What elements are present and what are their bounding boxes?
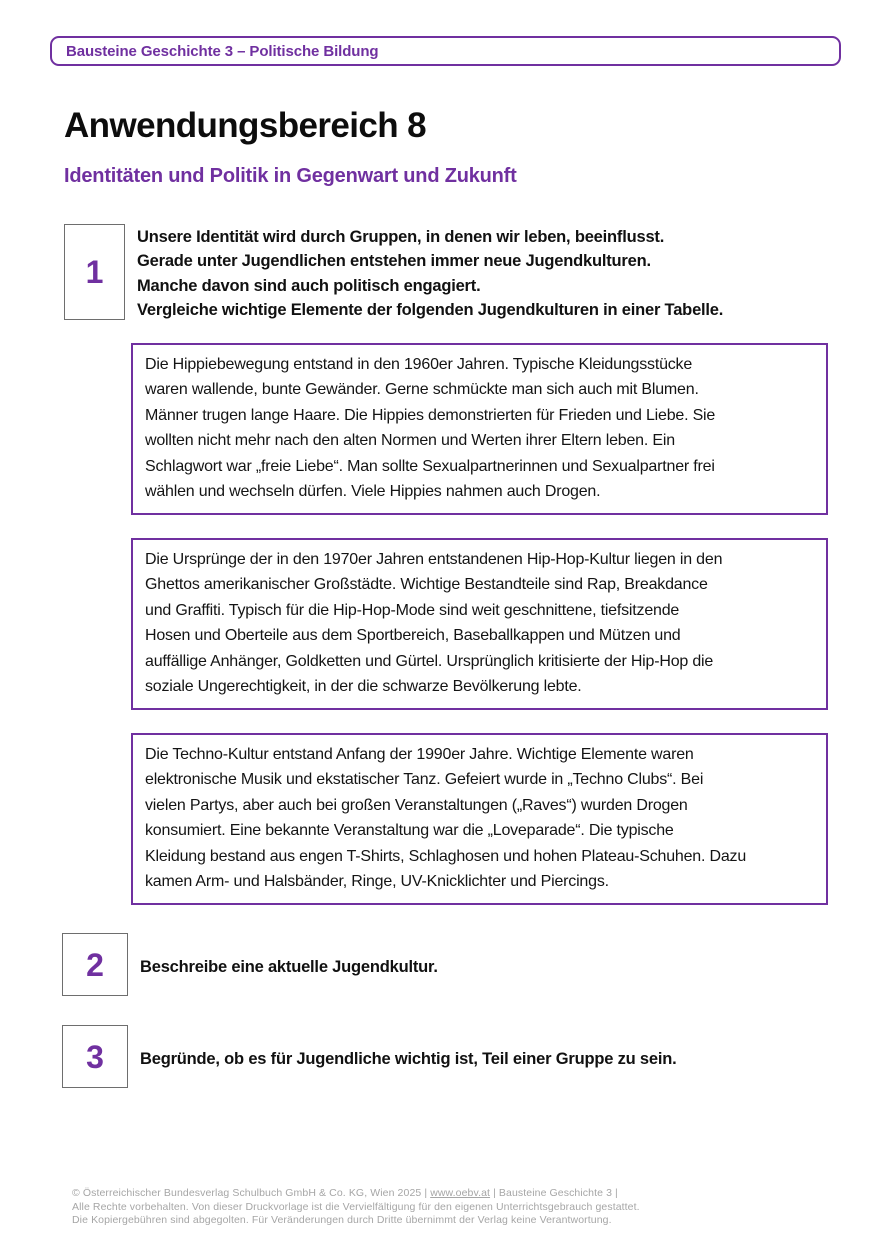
infobox-techno [131, 733, 828, 905]
task-2-instruction: Beschreibe eine aktuelle Jugendkultur. [140, 958, 438, 976]
infobox-line: Männer trugen lange Haare. Die Hippies demonstrierten für Frieden und Liebe. Sie [145, 406, 716, 424]
infobox-line: Die Hippiebewegung entstand in den 1960er Jahren. Typische Kleidungsstücke [145, 356, 693, 373]
infobox-line: wählen und wechseln dürfen. Viele Hippies nahmen auch Drogen. [145, 483, 601, 501]
infobox-line: vielen Partys, aber auch bei großen Veranstaltungen („Raves“) wurden Drogen [145, 796, 688, 814]
task-1-number: 1 [85, 254, 104, 290]
infobox-line: Schlagwort war „freie Liebe“. Man sollte Sexualpartnerinnen und Sexualpartner frei [145, 457, 715, 475]
task-1-instruction [137, 225, 723, 322]
infobox-line: waren wallende, bunte Gewänder. Gerne schmückte man sich auch mit Blumen. [145, 381, 699, 399]
infobox-line: Hosen und Oberteile aus dem Sportbereich, Baseballkappen und Mützen und [145, 627, 681, 645]
task-1-instruction-line: Unsere Identität wird durch Gruppen, in denen wir leben, beeinflusst. [137, 228, 665, 246]
infobox-line: auffällige Anhänger, Goldketten und Gürtel. Ursprünglich kritisierte der Hip-Hop die [145, 652, 714, 670]
footer-series: | Bausteine Geschichte 3 | [490, 1187, 618, 1199]
task-1-instruction-line: Vergleiche wichtige Elemente der folgenden Jugendkulturen in einer Tabelle. [137, 300, 724, 319]
infobox-line: konsumiert. Eine bekannte Veranstaltung war die „Loveparade“. Die typische [145, 822, 674, 840]
infobox-line: kamen Arm- und Halsbänder, Ringe, UV-Knicklichter und Piercings. [145, 873, 609, 891]
task-3-number: 3 [86, 1038, 104, 1075]
task-3-instruction: Begründe, ob es für Jugendliche wichtig ist, Teil einer Gruppe zu sein. [140, 1050, 677, 1068]
task-3-number-box [62, 1025, 128, 1088]
infobox-line: Die Ursprünge der in den 1970er Jahren entstandenen Hip-Hop-Kultur liegen in den [145, 551, 723, 568]
task-1-instruction-line: Manche davon sind auch politisch engagiert. [137, 276, 481, 295]
infobox-line: und Graffiti. Typisch für die Hip-Hop-Mode sind weit geschnittene, tiefsitzende [145, 601, 680, 619]
footer-link[interactable]: www.oebv.at [430, 1187, 491, 1199]
infobox-hiphop [131, 538, 828, 710]
page-subtitle: Identitäten und Politik in Gegenwart und Zukunft [64, 165, 517, 187]
infobox-line: soziale Ungerechtigkeit, in der die schwarze Bevölkerung lebte. [145, 678, 582, 696]
infobox-hippie [131, 343, 828, 515]
footer [72, 1187, 640, 1228]
infobox-line: Ghettos amerikanischer Großstädte. Wichtige Bestandteile sind Rap, Breakdance [145, 576, 708, 594]
task-2-number: 2 [86, 946, 104, 983]
footer-copyright: © Österreichischer Bundesverlag Schulbuch GmbH & Co. KG, Wien 2025 | [72, 1187, 431, 1199]
page-title: Anwendungsbereich 8 [64, 106, 426, 145]
header-banner [50, 36, 841, 66]
header-title: Bausteine Geschichte 3 – Politische Bildung [66, 42, 379, 60]
infobox-line: Kleidung bestand aus engen T-Shirts, Schlaghosen und hohen Plateau-Schuhen. Dazu [145, 847, 747, 865]
infobox-line: wollten nicht mehr nach den alten Normen und Werten ihrer Eltern leben. Ein [145, 432, 675, 450]
task-1-number-box [64, 224, 125, 320]
footer-line-2: Alle Rechte vorbehalten. Von dieser Druckvorlage ist die Vervielfältigung für den eigenen Unterrichtsgebrauch gestattet. [72, 1200, 640, 1213]
infobox-line: Die Techno-Kultur entstand Anfang der 1990er Jahre. Wichtige Elemente waren [145, 746, 694, 763]
footer-line-1 [72, 1187, 640, 1201]
infobox-line: elektronische Musik und ekstatischer Tanz. Gefeiert wurde in „Techno Clubs“. Bei [145, 771, 704, 789]
task-2-number-box [62, 933, 128, 996]
footer-line-3: Die Kopiergebühren sind abgegolten. Für Veränderungen durch Dritte übernimmt der Verlag keine Verantwortung. [72, 1214, 612, 1226]
task-1-instruction-line: Gerade unter Jugendlichen entstehen immer neue Jugendkulturen. [137, 252, 651, 271]
